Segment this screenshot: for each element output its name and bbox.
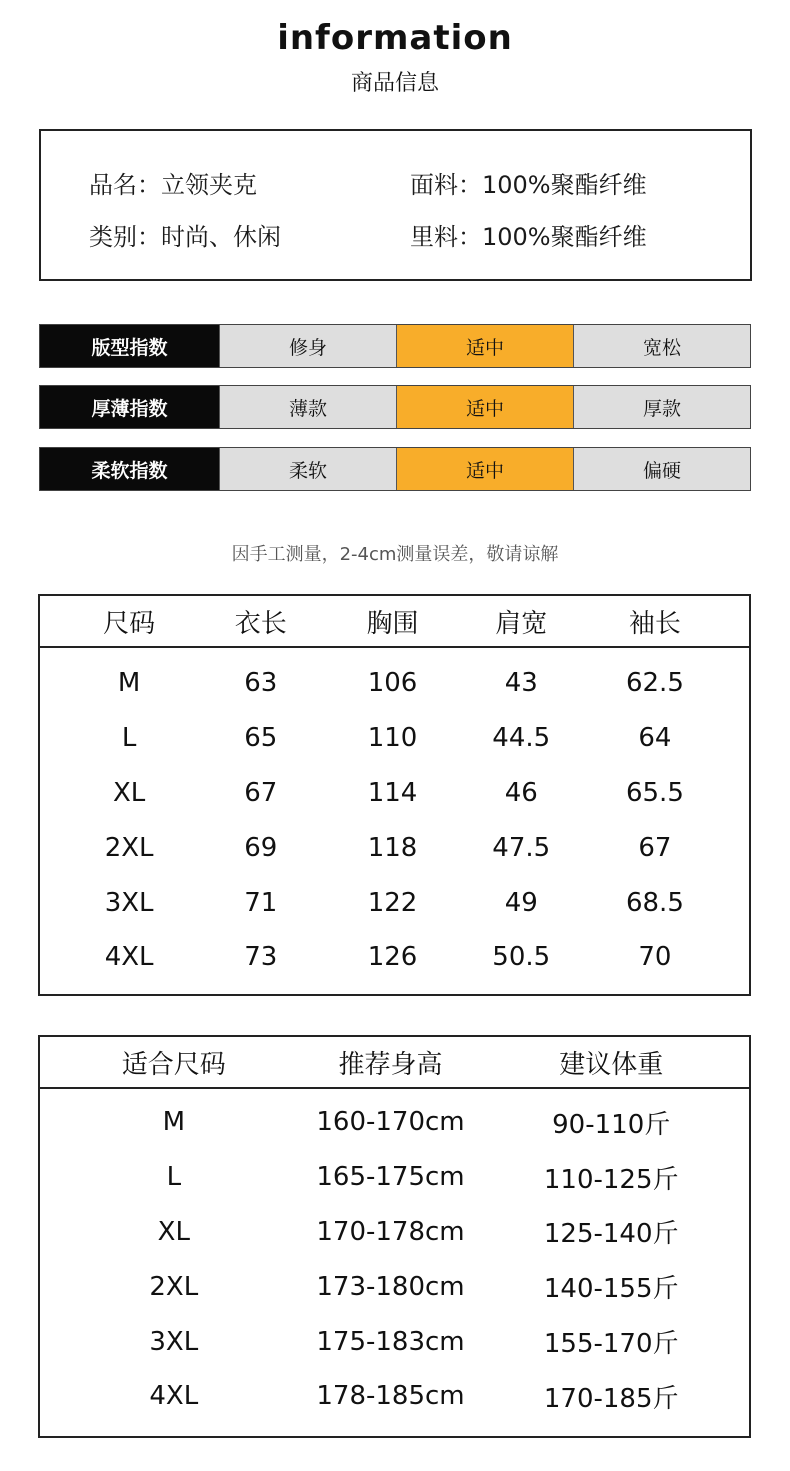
fit-chart-body [40, 1089, 749, 1424]
thickness-index-option-medium: 适中 [396, 386, 573, 428]
table-cell: 173-180cm [316, 1271, 465, 1302]
size-chart-body [40, 648, 749, 985]
table-cell: 67 [638, 832, 672, 863]
table-cell: 125-140斤 [543, 1219, 679, 1250]
info-lining: 里料：100%聚酯纤维 [410, 223, 647, 251]
table-row [40, 766, 749, 821]
table-cell: 68.5 [625, 887, 684, 918]
fit-header-height: 推荐身高 [338, 1049, 443, 1080]
table-cell: 170-178cm [316, 1216, 465, 1247]
table-cell: 73 [244, 942, 278, 973]
product-info-box [39, 129, 752, 281]
thickness-index-row [39, 385, 751, 429]
table-cell: M [162, 1107, 186, 1138]
table-cell: M [117, 668, 141, 699]
table-row [40, 820, 749, 875]
table-row [40, 1095, 749, 1150]
table-cell: 155-170斤 [543, 1329, 679, 1360]
table-cell: L [121, 723, 137, 754]
fit-index-option-loose: 宽松 [573, 325, 750, 367]
table-row [40, 656, 749, 711]
table-row [40, 1259, 749, 1314]
fit-index-option-regular: 适中 [396, 325, 573, 367]
size-header-size: 尺码 [103, 608, 156, 639]
table-row [40, 1314, 749, 1369]
table-row [40, 1369, 749, 1424]
table-cell: 106 [367, 668, 418, 699]
table-cell: 70 [638, 942, 672, 973]
table-cell: 160-170cm [316, 1107, 465, 1138]
softness-index-option-soft: 柔软 [219, 448, 396, 490]
table-cell: 126 [367, 942, 418, 973]
size-header-shoulder: 肩宽 [495, 608, 548, 639]
table-cell: 69 [244, 832, 278, 863]
info-category: 类别：时尚、休闲 [89, 223, 281, 251]
table-cell: 178-185cm [316, 1381, 465, 1412]
table-cell: 47.5 [492, 832, 551, 863]
fit-header-weight: 建议体重 [559, 1049, 664, 1080]
table-row [40, 1205, 749, 1260]
table-cell: 118 [367, 832, 418, 863]
table-cell: 65 [244, 723, 278, 754]
table-cell: 43 [504, 668, 538, 699]
table-row [40, 711, 749, 766]
info-product-name: 品名：立领夹克 [89, 171, 257, 199]
softness-index-row [39, 447, 751, 491]
fit-chart-table [38, 1035, 751, 1438]
fit-header-size: 适合尺码 [121, 1049, 226, 1080]
table-cell: 122 [367, 887, 418, 918]
table-cell: 140-155斤 [543, 1274, 679, 1305]
table-cell: 110-125斤 [543, 1164, 679, 1195]
table-cell: 2XL [104, 832, 154, 863]
table-cell: 62.5 [625, 668, 684, 699]
table-cell: L [166, 1162, 182, 1193]
page-subtitle: 商品信息 [350, 71, 439, 96]
table-cell: 50.5 [492, 942, 551, 973]
size-chart-header [40, 596, 749, 648]
fit-chart-header [40, 1037, 749, 1089]
table-cell: 65.5 [625, 777, 684, 808]
table-cell: 64 [638, 723, 672, 754]
size-chart-table [38, 594, 751, 996]
table-cell: 49 [504, 887, 538, 918]
fit-index-option-slim: 修身 [219, 325, 396, 367]
table-cell: 2XL [149, 1271, 199, 1302]
thickness-index-option-thin: 薄款 [219, 386, 396, 428]
info-fabric: 面料：100%聚酯纤维 [410, 171, 647, 199]
table-cell: 71 [244, 887, 278, 918]
table-cell: 63 [244, 668, 278, 699]
table-row [40, 875, 749, 930]
table-row [40, 930, 749, 985]
table-cell: 114 [367, 777, 418, 808]
softness-index-label: 柔软指数 [40, 448, 219, 490]
table-cell: 3XL [104, 887, 154, 918]
table-row [40, 1150, 749, 1205]
table-cell: 67 [244, 777, 278, 808]
table-cell: 165-175cm [316, 1162, 465, 1193]
thickness-index-label: 厚薄指数 [40, 386, 219, 428]
table-cell: XL [157, 1216, 190, 1247]
measurement-note: 因手工测量，2-4cm测量误差，敬请谅解 [231, 544, 559, 565]
fit-index-label: 版型指数 [40, 325, 219, 367]
size-header-sleeve: 袖长 [628, 608, 681, 639]
table-cell: 4XL [104, 942, 154, 973]
table-cell: 90-110斤 [552, 1109, 671, 1140]
table-cell: 44.5 [492, 723, 551, 754]
thickness-index-option-thick: 厚款 [573, 386, 750, 428]
table-cell: 46 [504, 777, 538, 808]
page-title: information [277, 18, 513, 58]
table-cell: 4XL [149, 1381, 199, 1412]
table-cell: 3XL [149, 1326, 199, 1357]
size-header-chest: 胸围 [366, 608, 419, 639]
size-header-length: 衣长 [234, 608, 287, 639]
softness-index-option-medium: 适中 [396, 448, 573, 490]
table-cell: 175-183cm [316, 1326, 465, 1357]
table-cell: 110 [367, 723, 418, 754]
softness-index-option-stiff: 偏硬 [573, 448, 750, 490]
table-cell: 170-185斤 [543, 1383, 679, 1414]
table-cell: XL [112, 777, 146, 808]
fit-index-row [39, 324, 751, 368]
